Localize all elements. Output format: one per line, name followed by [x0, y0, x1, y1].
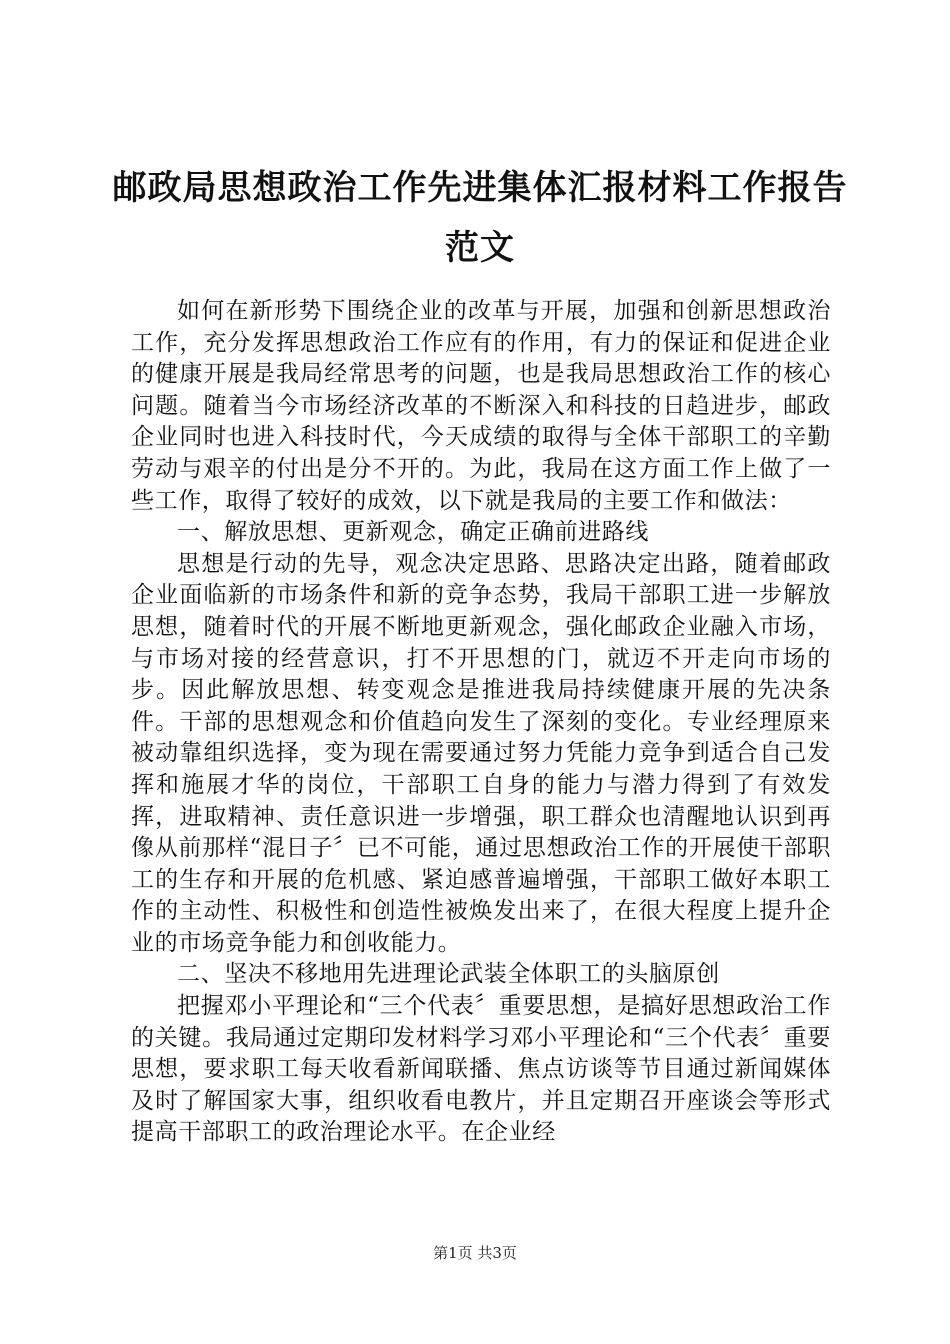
- section-heading-1: 一、解放思想、更新观念，确定正确前进路线: [177, 519, 649, 546]
- section-1-paragraph: 思想是行动的先导，观念决定思路、思路决定出路，随着邮政企业面临新的市场条件和新的竞争态势，我局干部职工进一步解放思想，随着时代的开展不断地更新观念，强化邮政企业融入市场，与市场对接的经营意识，打不开思想的门，就迈不开走向市场的步。因此解放思想、转变观念是推进我局持续健康开展的先决条件。干部的思想观念和价值趋向发生了深刻的变化。专业经理原来被动靠组织选择，变为现在需要通过努力凭能力竞争到适合自己发挥和施展才华的岗位，干部职工自身的能力与潜力得到了有效发挥，进取精神、责任意识进一步增强，职工群众也清醒地认识到再像从前那样“混日子〞已不可能，通过思想政治工作的开展使干部职工的生存和开展的危机感、紧迫感普遍增强，干部职工做好本职工作的主动性、积极性和创造性被焕发出来了，在很大程度上提升企业的市场竞争能力和创收能力。: [131, 550, 831, 956]
- document-body: [131, 296, 831, 1149]
- section-2-paragraph: 把握邓小平理论和“三个代表〞重要思想，是搞好思想政治工作的关键。我局通过定期印发材料学习邓小平理论和“三个代表〞重要思想，要求职工每天收看新闻联播、焦点访谈等节目通过新闻媒体及时了解国家大事，组织收看电教片，并且定期召开座谈会等形式提高干部职工的政治理论水平。在企业经: [131, 993, 831, 1146]
- page-number-footer: 第1页 共3页: [433, 1244, 517, 1262]
- document-title: 邮政局思想政治工作先进集体汇报材料工作报告范文: [112, 168, 848, 268]
- section-heading-2: 二、坚决不移地用先进理论武装全体职工的头脑原创: [177, 961, 720, 988]
- intro-paragraph: 如何在新形势下围绕企业的改革与开展，加强和创新思想政治工作，充分发挥思想政治工作应有的作用，有力的保证和促进企业的健康开展是我局经常思考的问题，也是我局思想政治工作的核心问题。随着当今市场经济改革的不断深入和科技的日趋进步，邮政企业同时也进入科技时代，今天成绩的取得与全体干部职工的辛勤劳动与艰辛的付出是分不开的。为此，我局在这方面工作上做了一些工作，取得了较好的成效，以下就是我局的主要工作和做法：: [131, 298, 831, 514]
